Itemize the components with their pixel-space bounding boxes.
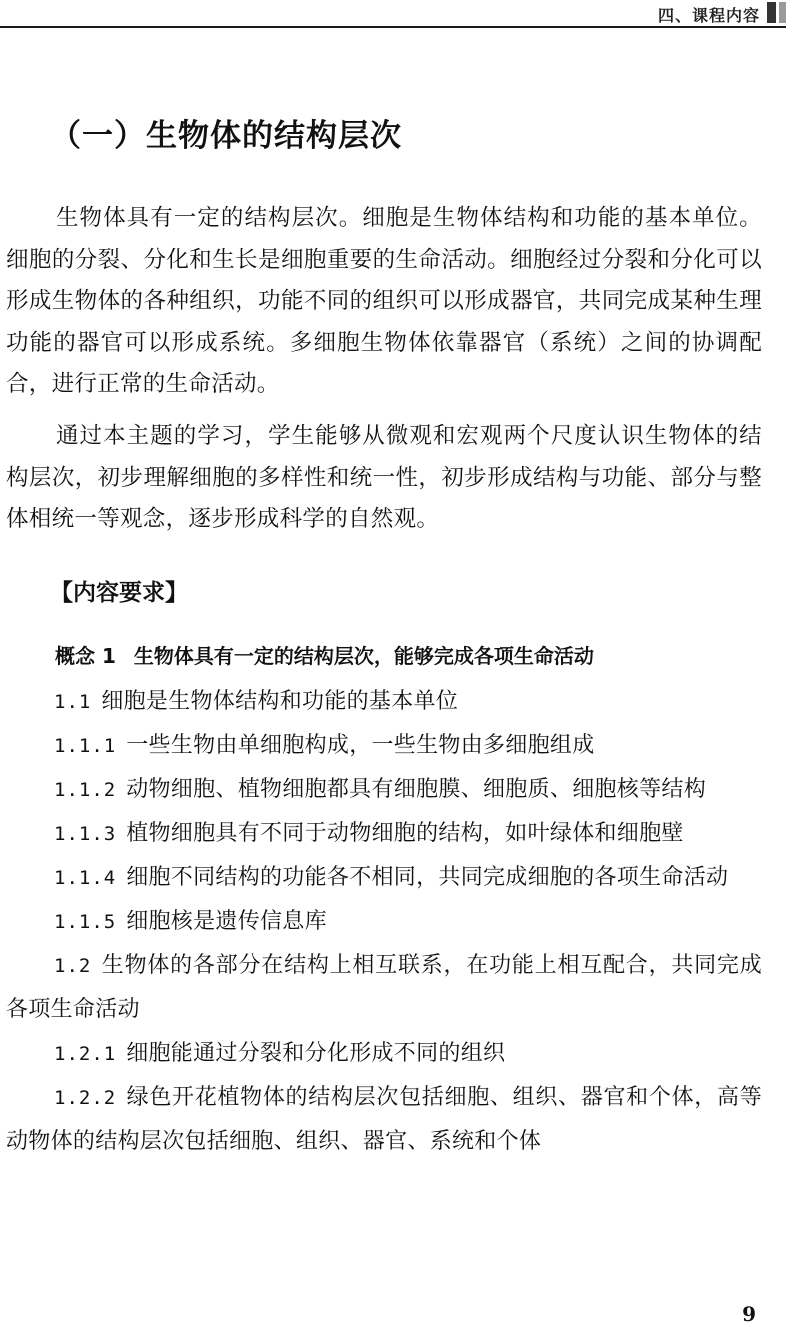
list-item: [6, 812, 762, 856]
header-marker-dark: [767, 2, 776, 23]
concept-number: 概念 1: [55, 644, 116, 668]
header-rule: [0, 26, 786, 28]
intro-paragraph-2: 通过本主题的学习，学生能够从微观和宏观两个尺度认识生物体的结构层次，初步理解细胞的多样性和统一性，初步形成结构与功能、部分与整体相统一等观念，逐步形成科学的自然观。: [6, 423, 762, 532]
header-marker-light: [779, 2, 786, 23]
list-item: [6, 680, 762, 724]
list-item: [6, 944, 762, 1032]
content-requirements-heading: 【内容要求】: [50, 580, 188, 606]
item-text: 植物细胞具有不同于动物细胞的结构，如叶绿体和细胞壁: [126, 821, 684, 846]
item-number: 1.2.1: [54, 1043, 117, 1065]
item-number: 1.1.1: [54, 735, 117, 757]
item-number: 1.1.2: [54, 779, 117, 801]
requirement-list: [6, 680, 762, 1164]
item-number: 1.2: [54, 955, 92, 977]
section-title: （一）生物体的结构层次: [50, 118, 402, 154]
list-item: [6, 724, 762, 768]
list-item: [6, 900, 762, 944]
list-item: [6, 768, 762, 812]
item-number: 1.1: [54, 691, 92, 713]
chapter-label: 四、课程内容: [657, 6, 760, 25]
concept-text: 生物体具有一定的结构层次，能够完成各项生命活动: [133, 644, 594, 668]
running-header: [0, 0, 790, 28]
list-item: [6, 856, 762, 900]
item-text: 生物体的各部分在结构上相互联系，在功能上相互配合，共同完成各项生命活动: [6, 953, 762, 1022]
item-number: 1.1.5: [54, 911, 117, 933]
concept-heading: [55, 640, 594, 669]
page-number: 9: [742, 1302, 756, 1326]
intro-paragraph-1: 生物体具有一定的结构层次。细胞是生物体结构和功能的基本单位。细胞的分裂、分化和生长是细胞重要的生命活动。细胞经过分裂和分化可以形成生物体的各种组织，功能不同的组织可以形成器官，共同完成某种生理功能的器官可以形成系统。多细胞生物体依靠器官（系统）之间的协调配合，进行正常的生命活动。: [6, 205, 762, 397]
item-number: 1.1.3: [54, 823, 117, 845]
item-text: 细胞是生物体结构和功能的基本单位: [101, 689, 459, 714]
item-text: 绿色开花植物体的结构层次包括细胞、组织、器官和个体，高等动物体的结构层次包括细胞、组织、器官、系统和个体: [6, 1085, 762, 1154]
item-number: 1.2.2: [54, 1087, 117, 1109]
item-text: 细胞能通过分裂和分化形成不同的组织: [126, 1041, 506, 1066]
list-item: [6, 1032, 762, 1076]
item-text: 一些生物由单细胞构成，一些生物由多细胞组成: [126, 733, 595, 758]
list-item: [6, 1076, 762, 1164]
item-number: 1.1.4: [54, 867, 117, 889]
item-text: 细胞核是遗传信息库: [126, 909, 327, 934]
item-text: 动物细胞、植物细胞都具有细胞膜、细胞质、细胞核等结构: [126, 777, 707, 802]
item-text: 细胞不同结构的功能各不相同，共同完成细胞的各项生命活动: [126, 865, 729, 890]
